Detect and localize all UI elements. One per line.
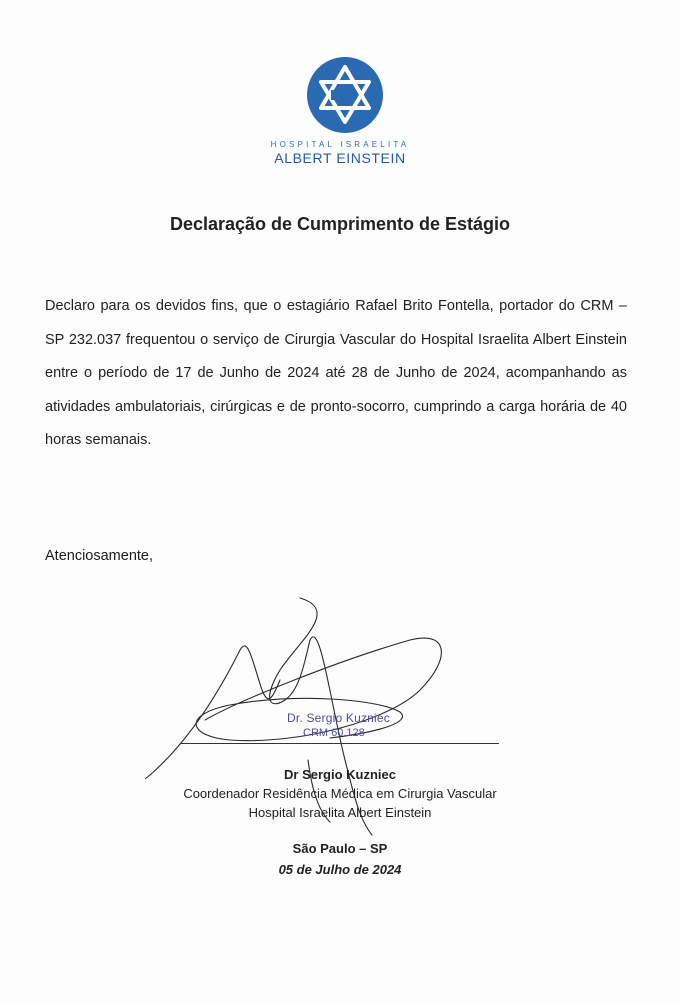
stamp-name: Dr. Sergio Kuzniec (287, 711, 390, 725)
place-date-block (0, 838, 680, 880)
document-date: 05 de Julho de 2024 (278, 862, 402, 877)
signer-block (0, 765, 680, 822)
hospital-name: ALBERT EINSTEIN (274, 150, 406, 166)
closing-salutation: Atenciosamente, (45, 548, 154, 564)
declaration-paragraph: Declaro para os devidos fins, que o estagiário Rafael Brito Fontella, portador do CRM – SP 232.037 frequentou o serviço de Cirurgia Vascular do Hospital Israelita Albert Einstein entre o período de 17 de Junho de 2024 até 28 de Junho de 2024, acompanhando as atividades ambulatoriais, cirúrgicas e de pronto-socorro, cumprindo a carga horária de 40 horas semanais. (45, 298, 627, 448)
signer-role: Coordenador Residência Médica em Cirurgia Vascular (183, 786, 497, 801)
stamp-crm: CRM 60.128 (303, 727, 365, 739)
signer-name: Dr Sergio Kuzniec (284, 767, 396, 782)
place: São Paulo – SP (292, 841, 388, 856)
document-title: Declaração de Cumprimento de Estágio (169, 214, 511, 234)
hospital-label: HOSPITAL ISRAELITA (270, 140, 410, 149)
signer-institution: Hospital Israelita Albert Einstein (248, 805, 432, 820)
star-of-david-icon (306, 56, 384, 134)
signature-line (181, 743, 499, 744)
